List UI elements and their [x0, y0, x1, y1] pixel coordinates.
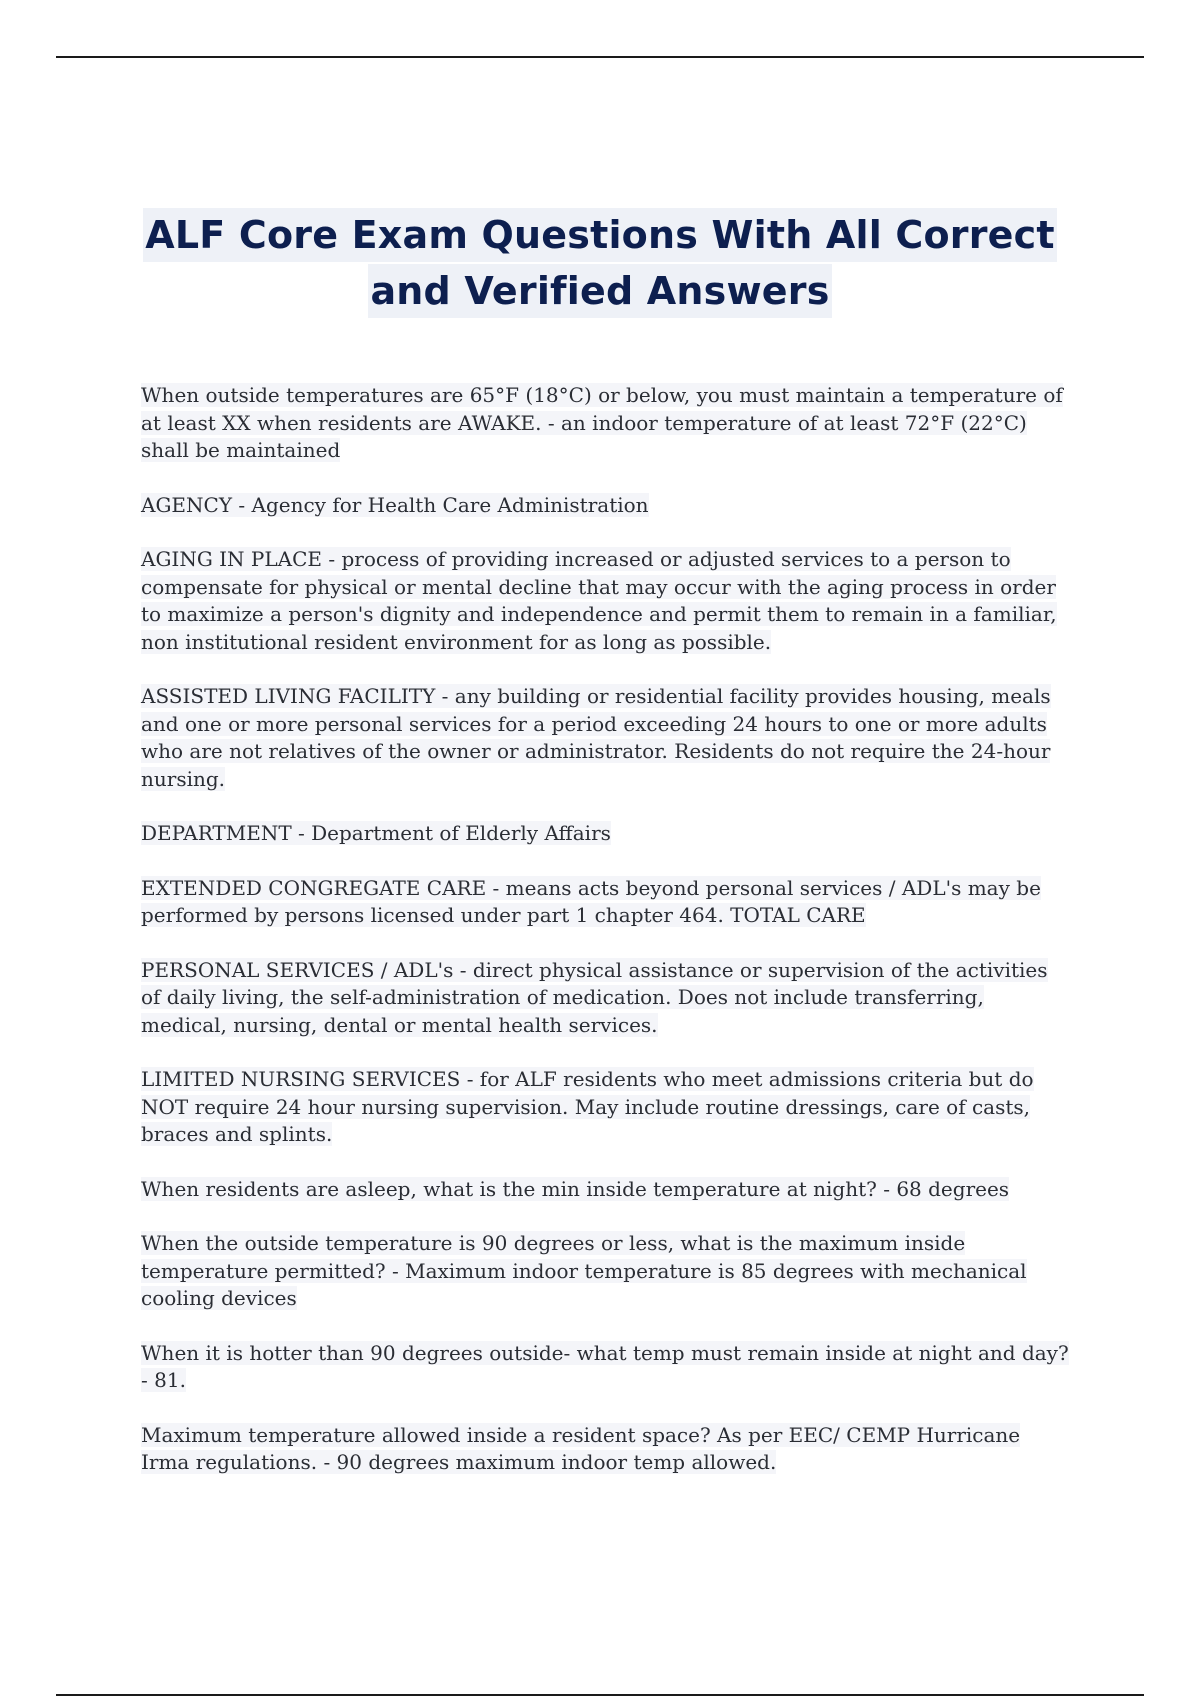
qa-entry-text: When residents are asleep, what is the min inside temperature at night? - 68 degrees — [141, 1176, 1010, 1201]
document-title — [0, 208, 1200, 318]
qa-entry — [141, 382, 1071, 465]
qa-entry-text: DEPARTMENT - Department of Elderly Affairs — [141, 821, 611, 845]
qa-entry — [141, 1230, 1071, 1313]
qa-entry — [141, 875, 1071, 930]
qa-entry-text: ASSISTED LIVING FACILITY - any building or residential facility provides housing, meals and one or more personal services for a period exceeding 24 hours to one or more adults who are not relatives of the owner or administrator. Residents do not require the 24-hour nursing. — [141, 684, 1051, 791]
bottom-rule — [56, 1694, 1144, 1696]
qa-entry — [141, 683, 1071, 793]
qa-entry — [141, 1422, 1071, 1477]
top-rule — [56, 56, 1144, 58]
qa-entry — [141, 546, 1071, 656]
qa-entry-text: When it is hotter than 90 degrees outside- what temp must remain inside at night and day? - 81. — [141, 1340, 1069, 1392]
qa-entry-text: When outside temperatures are 65°F (18°C) or below, you must maintain a temperature of at least XX when residents are AWAKE. - an indoor temperature of at least 72°F (22°C) shall be maintained — [141, 383, 1063, 462]
qa-entry-text: LIMITED NURSING SERVICES - for ALF residents who meet admissions criteria but do NOT require 24 hour nursing supervision. May include routine dressings, care of casts, braces and splints. — [141, 1067, 1034, 1146]
qa-entry — [141, 957, 1071, 1040]
qa-entry-text: When the outside temperature is 90 degrees or less, what is the maximum inside temperature permitted? - Maximum indoor temperature is 85 degrees with mechanical cooling devices — [141, 1231, 1027, 1310]
qa-entry-text: AGENCY - Agency for Health Care Administration — [141, 492, 649, 517]
qa-entry — [141, 1340, 1071, 1395]
qa-entry — [141, 1176, 1071, 1204]
title-line-1: ALF Core Exam Questions With All Correct — [143, 208, 1056, 262]
qa-entry-text: EXTENDED CONGREGATE CARE - means acts beyond personal services / ADL's may be performed by persons licensed under part 1 chapter 464. TOTAL CARE — [141, 875, 1041, 927]
qa-entry-text: AGING IN PLACE - process of providing increased or adjusted services to a person to compensate for physical or mental decline that may occur with the aging process in order to maximize a person's dignity and independence and permit them to remain in a familiar, non institutional resident environment for as long as possible. — [141, 547, 1057, 654]
qa-entry-text: PERSONAL SERVICES / ADL's - direct physical assistance or supervision of the activities of daily living, the self-administration of medication. Does not include transferring, medical, nursing, dental or mental health services. — [141, 957, 1048, 1037]
qa-entry — [141, 1066, 1071, 1149]
qa-list — [141, 382, 1071, 1504]
title-line-2: and Verified Answers — [368, 264, 831, 318]
qa-entry — [141, 492, 1071, 520]
qa-entry — [141, 820, 1071, 848]
qa-entry-text: Maximum temperature allowed inside a resident space? As per EEC/ CEMP Hurricane Irma regulations. - 90 degrees maximum indoor temp allowed. — [141, 1422, 1021, 1474]
